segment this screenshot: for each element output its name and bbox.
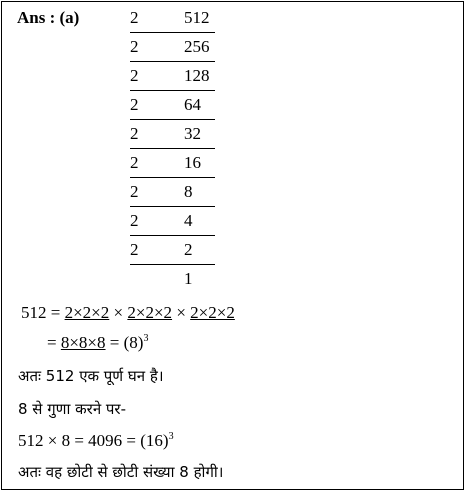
- eq2-prefix: =: [47, 333, 61, 352]
- final-quotient: 1: [184, 269, 193, 288]
- divisor: 2: [130, 95, 139, 114]
- eq3-main: 512 × 8 = 4096 = (16): [18, 431, 169, 450]
- divisor: 2: [130, 124, 139, 143]
- dividend: 512: [184, 8, 210, 27]
- conclusion-perfect-cube: अतः 512 एक पूर्ण घन है।: [18, 367, 164, 385]
- dividend: 64: [184, 95, 201, 114]
- divisor: 2: [130, 240, 139, 259]
- divisor: 2: [130, 153, 139, 172]
- eq1-group-3: 2×2×2: [190, 303, 235, 322]
- cube-equation: [47, 332, 148, 354]
- dividend: 32: [184, 124, 201, 143]
- factor-equation: [21, 302, 235, 324]
- dividend: 4: [184, 211, 193, 230]
- dividend: 8: [184, 182, 193, 201]
- eq2-mid: = (8): [105, 333, 144, 352]
- divisor: 2: [130, 66, 139, 85]
- division-row: [130, 153, 215, 178]
- division-row: [130, 66, 215, 91]
- division-row: [130, 8, 215, 33]
- eq1-group-2: 2×2×2: [127, 303, 173, 322]
- eq1-group-1: 2×2×2: [64, 303, 110, 322]
- divisor: 2: [130, 8, 139, 27]
- divisor: 2: [130, 211, 139, 230]
- divisor: 2: [130, 182, 139, 201]
- division-row: [130, 182, 215, 207]
- division-row: [130, 240, 215, 265]
- eq2-exponent: 3: [143, 333, 149, 344]
- division-row: [130, 37, 215, 62]
- division-row: [130, 95, 215, 120]
- final-answer-statement: अतः वह छोटी से छोटी संख्या 8 होगी।: [18, 463, 224, 481]
- division-row: [130, 211, 215, 236]
- eq1-times-1: ×: [109, 303, 128, 322]
- answer-box: [1, 1, 464, 490]
- answer-label: Ans : (a): [17, 8, 80, 27]
- eq1-times-2: ×: [172, 303, 191, 322]
- eq2-group: 8×8×8: [60, 333, 106, 352]
- dividend: 256: [184, 37, 210, 56]
- multiply-statement: 8 से गुणा करने पर-: [18, 400, 126, 418]
- dividend: 2: [184, 240, 193, 259]
- division-row: [130, 124, 215, 149]
- dividend: 128: [184, 66, 210, 85]
- eq3-exponent: 3: [168, 431, 174, 442]
- product-equation: [18, 430, 174, 452]
- eq1-lhs: 512 =: [21, 303, 65, 322]
- divisor: 2: [130, 37, 139, 56]
- dividend: 16: [184, 153, 201, 172]
